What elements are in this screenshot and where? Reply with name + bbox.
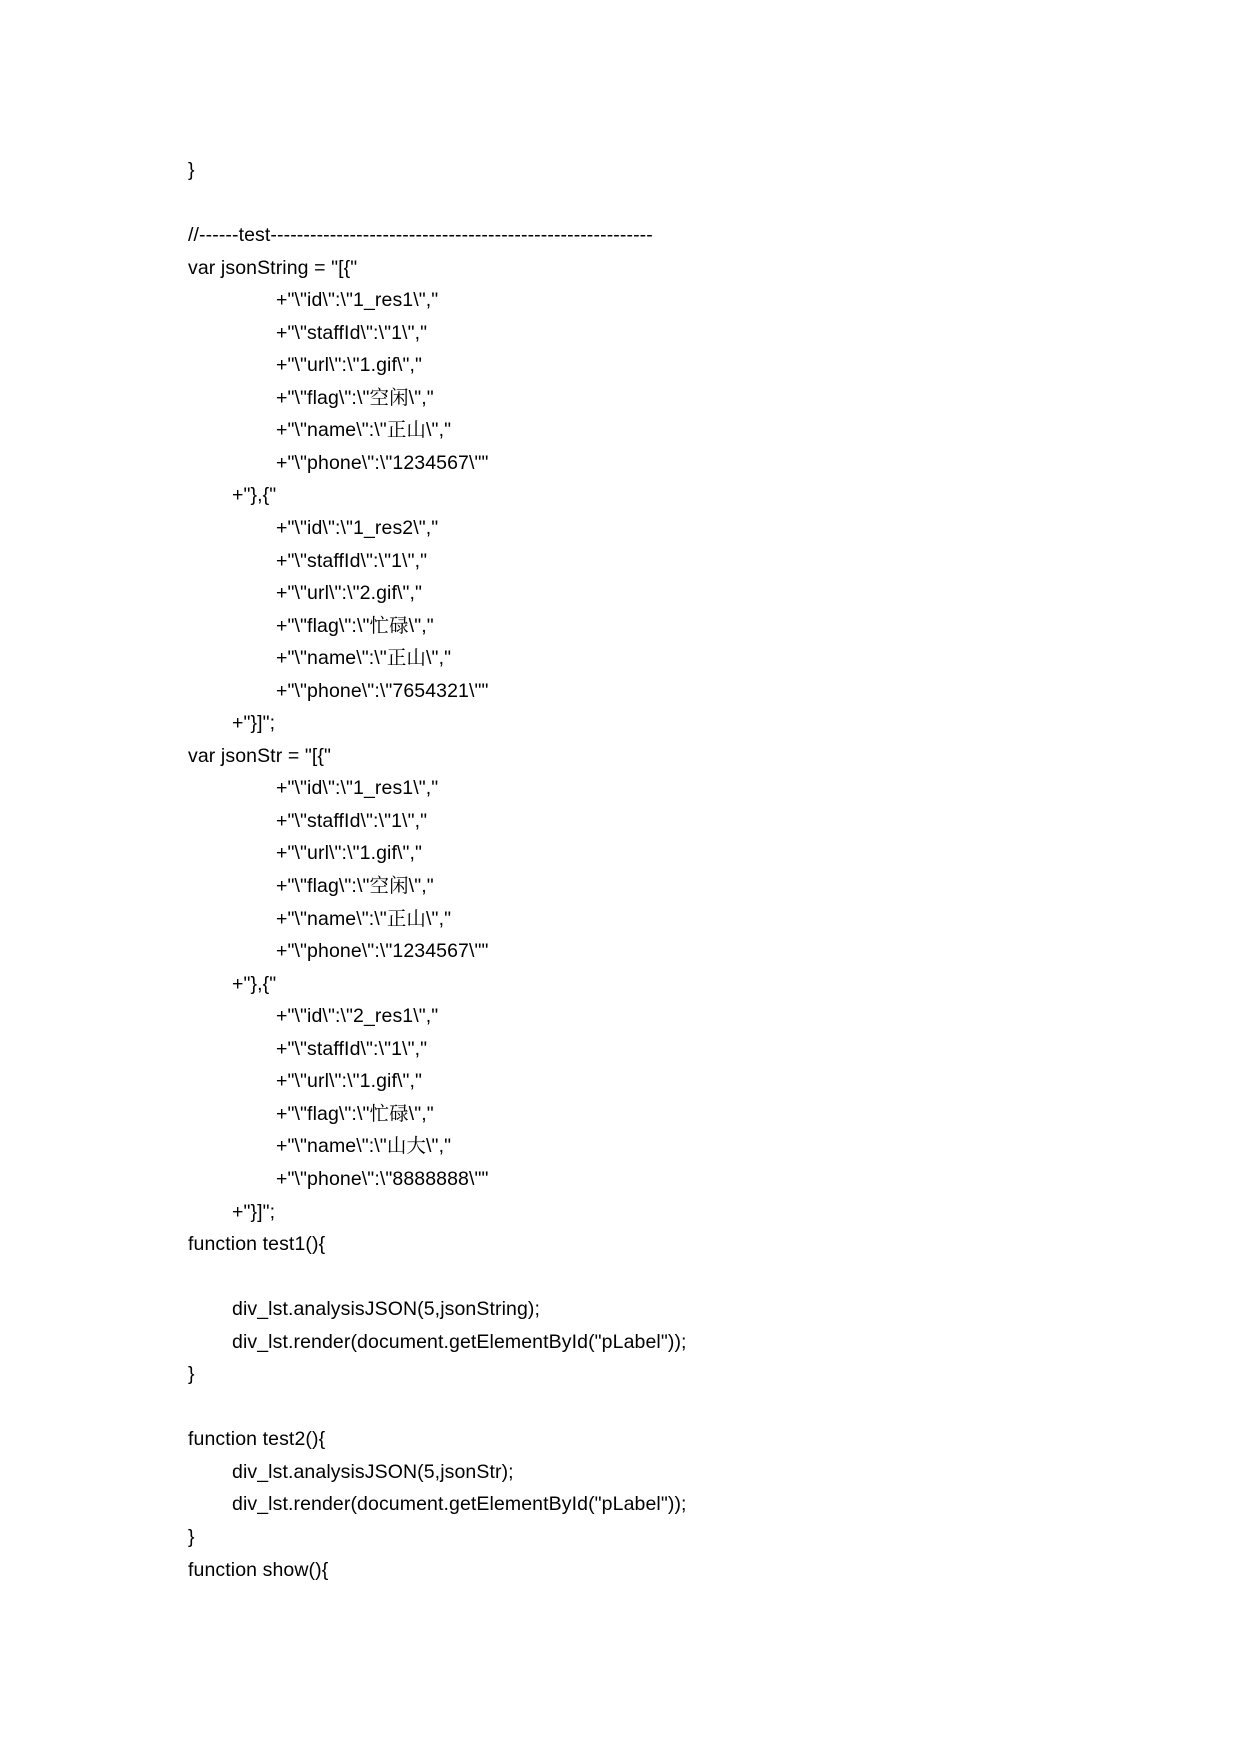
code-line: +"\"phone\":\"1234567\""	[276, 940, 489, 963]
code-line: +"\"name\":\"山大\","	[276, 1135, 452, 1158]
code-line: +"\"url\":\"1.gif\","	[276, 354, 423, 377]
code-line: +"\"staffId\":\"1\","	[276, 321, 428, 344]
code-line: +"}]";	[232, 712, 276, 735]
code-line: +"\"url\":\"1.gif\","	[276, 1070, 423, 1093]
blank-line	[188, 187, 1088, 220]
blank-line	[188, 1391, 1088, 1424]
code-line: +"\"phone\":\"7654321\""	[276, 679, 489, 702]
code-line: var jsonStr = "[{"	[188, 744, 331, 767]
code-line: +"\"staffId\":\"1\","	[276, 549, 428, 572]
code-line: div_lst.analysisJSON(5,jsonString);	[232, 1298, 541, 1321]
code-line: +"\"phone\":\"8888888\""	[276, 1167, 489, 1190]
code-line: +"\"flag\":\"空闲\","	[276, 386, 434, 409]
code-line: +"\"phone\":\"1234567\""	[276, 451, 489, 474]
code-line: var jsonString = "[{"	[188, 256, 358, 279]
code-line: +"}]";	[232, 1200, 276, 1223]
code-line: +"\"id\":\"1_res1\","	[276, 777, 439, 800]
code-line: +"\"flag\":\"忙碌\","	[276, 614, 434, 637]
code-line: div_lst.analysisJSON(5,jsonStr);	[232, 1460, 514, 1483]
code-line: }	[188, 1525, 195, 1548]
code-line: function test2(){	[188, 1428, 326, 1451]
code-line: //------test----------------------------------------------------------	[188, 224, 653, 247]
code-listing	[188, 154, 1088, 1586]
code-line: +"\"name\":\"正山\","	[276, 907, 452, 930]
code-line: div_lst.render(document.getElementById("pLabel"));	[232, 1493, 687, 1516]
code-line: div_lst.render(document.getElementById("pLabel"));	[232, 1330, 687, 1353]
code-line: +"\"id\":\"1_res1\","	[276, 289, 439, 312]
code-line: +"\"name\":\"正山\","	[276, 647, 452, 670]
code-line: +"\"url\":\"1.gif\","	[276, 842, 423, 865]
code-line: +"\"id\":\"1_res2\","	[276, 517, 439, 540]
code-line: +"\"name\":\"正山\","	[276, 419, 452, 442]
code-line: }	[188, 159, 195, 181]
code-line: function test1(){	[188, 1233, 326, 1256]
code-line: function show(){	[188, 1558, 329, 1581]
code-line: }	[188, 1363, 195, 1386]
code-line: +"\"staffId\":\"1\","	[276, 809, 428, 832]
code-line: +"\"flag\":\"空闲\","	[276, 875, 434, 898]
code-line: +"\"id\":\"2_res1\","	[276, 1005, 439, 1028]
code-line: +"\"url\":\"2.gif\","	[276, 582, 423, 605]
code-line: +"\"flag\":\"忙碌\","	[276, 1102, 434, 1125]
blank-line	[188, 1261, 1088, 1294]
code-line: +"\"staffId\":\"1\","	[276, 1037, 428, 1060]
code-line: +"},{"	[232, 484, 277, 507]
code-line: +"},{"	[232, 972, 277, 995]
